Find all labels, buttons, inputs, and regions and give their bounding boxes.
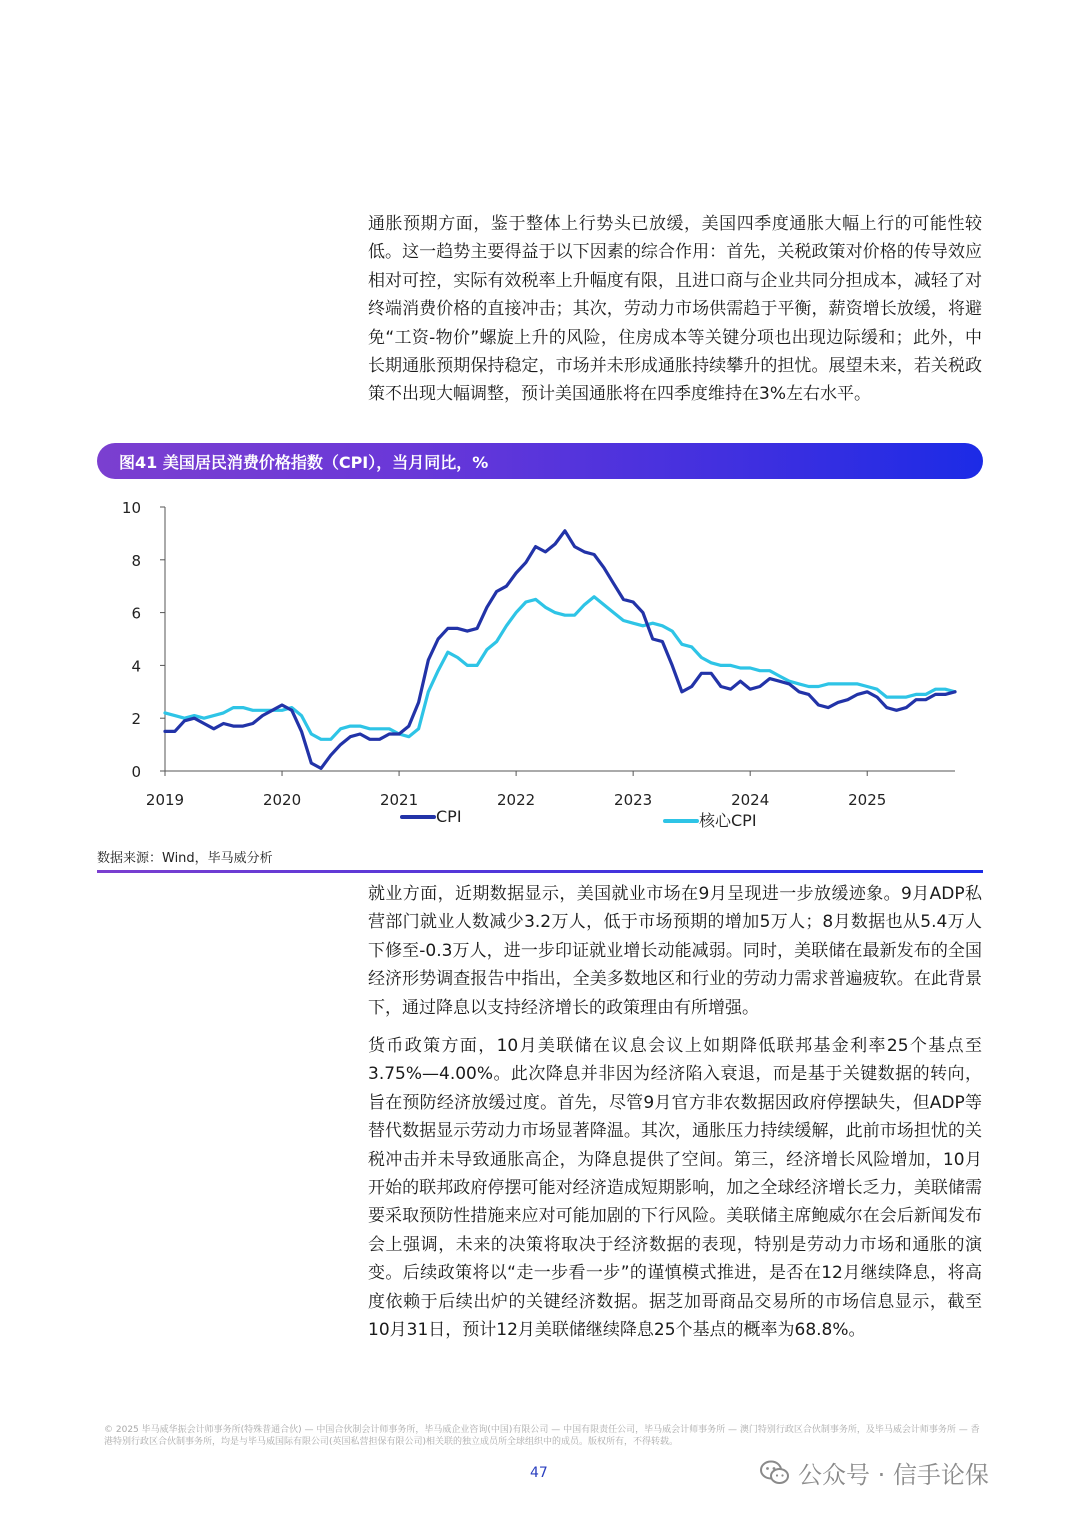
- chart-ticks: [122, 499, 886, 809]
- chart-series-lines: [165, 531, 955, 769]
- x-tick-label: 2024: [731, 791, 770, 809]
- y-tick-label: 8: [131, 551, 141, 570]
- y-tick-label: 0: [131, 763, 141, 781]
- y-tick-label: 4: [131, 657, 141, 676]
- y-tick-label: 10: [121, 499, 141, 517]
- x-tick-label: 2023: [614, 791, 653, 809]
- figure-source: 数据来源：Wind，毕马威分析: [97, 851, 273, 866]
- x-tick-label: 2020: [262, 791, 302, 809]
- figure-title: 图41 美国居民消费价格指数（CPI），当月同比，%: [119, 452, 489, 472]
- figure-divider: [97, 870, 983, 873]
- chart-axes: [165, 507, 955, 771]
- legend-label: CPI: [436, 807, 462, 826]
- watermark: [760, 1455, 989, 1490]
- chart-legend: [402, 807, 757, 830]
- inflation-expectations-paragraph: 通胀预期方面，鉴于整体上行势头已放缓，美国四季度通胀大幅上行的可能性较低。这一趋势主要得益于以下因素的综合作用：首先，关税政策对价格的传导效应相对可控，实际有效税率上升幅度有限，且进口商与企业共同分担成本，减轻了对终端消费价格的直接冲击；其次，劳动力市场供需趋于平衡，薪资增长放缓，将避免“工资-物价”螺旋上升的风险，住房成本等关键分项也出现边际缓和；此外，中长期通胀预期保持稳定，市场并未形成通胀持续攀升的担忧。展望未来，若关税政策不出现大幅调整，预计美国通胀将在四季度维持在3%左右水平。: [368, 214, 982, 405]
- x-tick-label: 2022: [497, 791, 536, 809]
- page-number: 47: [530, 1465, 548, 1481]
- monetary-policy-paragraph: 货币政策方面，10月美联储在议息会议上如期降低联邦基金利率25个基点至3.75%—4.00%。此次降息并非因为经济陷入衰退，而是基于关键数据的转向，旨在预防经济放缓过度。首先，尽管9月官方非农数据因政府停摆缺失，但ADP等替代数据显示劳动力市场显著降温。其次，通胀压力持续缓解，此前市场担忧的关税冲击并未导致通胀高企，为降息提供了空间。第三，经济增长风险增加，10月开始的联邦政府停摆可能对经济造成短期影响，加之全球经济增长乏力，美联储需要采取预防性措施来应对可能加剧的下行风险。美联储主席鲍威尔在会后新闻发布会上强调，未来的决策将取决于经济数据的表现，特别是劳动力市场和通胀的演变。后续政策将以“走一步看一步”的谨慎模式推进，是否在12月继续降息，将高度依赖于后续出炉的关键经济数据。据芝加哥商品交易所的市场信息显示，截至10月31日，预计12月美联储继续降息25个基点的概率为68.8%。: [368, 1036, 982, 1341]
- figure-title-bar: [97, 443, 983, 479]
- cpi-line-chart: [97, 488, 977, 838]
- x-tick-label: 2021: [379, 791, 419, 809]
- legend-label: 核心CPI: [699, 811, 757, 830]
- x-tick-label: 2025: [848, 791, 887, 809]
- watermark-text: 公众号 · 信手论保: [798, 1461, 989, 1489]
- series-line-core-cpi: [165, 597, 955, 740]
- y-tick-label: 2: [131, 710, 141, 729]
- wechat-icon: [760, 1460, 790, 1486]
- series-line-cpi: [165, 531, 955, 769]
- x-tick-label: 2019: [145, 791, 185, 809]
- copyright-notice: © 2025 毕马威华振会计师事务所(特殊普通合伙) — 中国合伙制会计师事务所，毕马威企业咨询(中国)有限公司 — 中国有限责任公司，毕马威会计师事务所 — 澳门特别行政区合伙制事务所，及毕马威会计师事务所 — 香港特别行政区合伙制事务所，均是与毕马威国际有限公司(英国私营担保有限公司)相关联的独立成员所全球组织中的成员。版权所有，不得转载。: [104, 1425, 980, 1447]
- y-tick-label: 6: [131, 604, 141, 623]
- employment-paragraph: 就业方面，近期数据显示，美国就业市场在9月呈现进一步放缓迹象。9月ADP私营部门就业人数减少3.2万人，低于市场预期的增加5万人；8月数据也从5.4万人下修至-0.3万人，进一步印证就业增长动能减弱。同时，美联储在最新发布的全国经济形势调查报告中指出，全美多数地区和行业的劳动力需求普遍疲软。在此背景下，通过降息以支持经济增长的政策理由有所增强。: [368, 884, 982, 1018]
